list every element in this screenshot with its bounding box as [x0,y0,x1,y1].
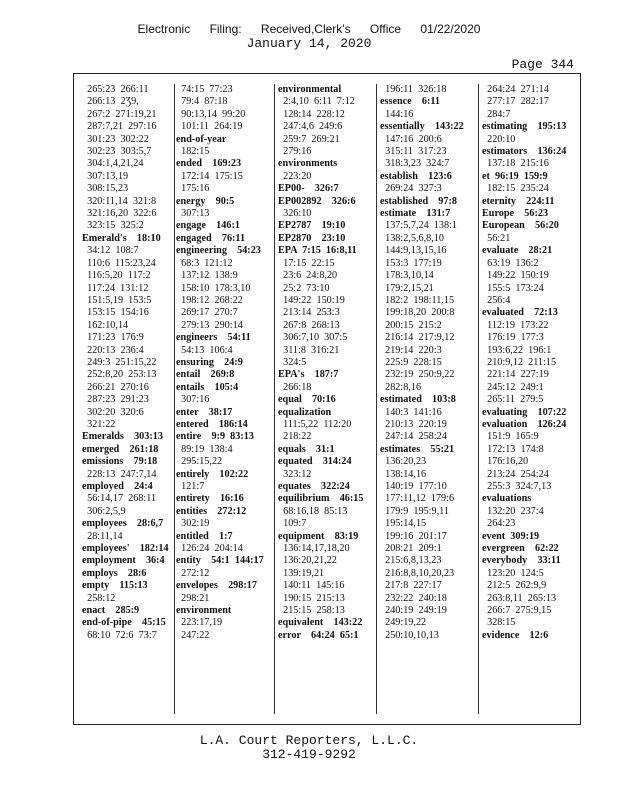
index-entry: 266:18 [278,381,312,393]
index-entry: 176:16,20 [482,456,529,468]
index-entry: 177:11,12 179:6 [380,493,455,505]
index-entry: 295:15,22 [176,456,223,468]
index-entry: essentially 143:22 [380,121,464,133]
index-entry: 140:3 141:16 [380,406,442,418]
index-entry: 179:9 195:9,11 [380,505,449,517]
filing-label-electronic: Electronic [137,22,191,36]
index-entry: 306:2,5,9 [82,505,126,517]
index-entry: 109:7 [278,518,307,530]
index-entry: 287:23 291:23 [82,394,149,406]
index-entry: 259:7 269:21 [278,133,340,145]
index-entry: environmental [278,84,342,95]
index-entry: 151:9 165:9 [482,431,539,443]
index-entry: equilibrium 46:15 [278,493,364,505]
index-entry: 34:12 108:7 [82,245,139,257]
index-entry: 247:14 258:24 [380,431,447,443]
index-entry: employees' 182:14 [82,543,169,555]
index-entry: environment [176,605,232,617]
index-entry: 282:8,16 [380,381,422,393]
index-entry: 136:20,21,22 [278,555,337,567]
index-entry: estimates 55:21 [380,443,455,455]
index-entry: 153:15 154:16 [82,307,149,319]
index-entry: entity 54:1 144:17 [176,555,264,567]
index-entry: end-of-pipe 45:15 [82,617,166,629]
index-entry: 210:9,12 211:15 [482,356,557,368]
index-entry: 155:5 173:24 [482,282,544,294]
index-entry: et 96:19 159:9 [482,170,548,182]
index-entry: 225:9 228:15 [380,356,442,368]
index-entry: 298:21 [176,592,210,604]
index-entry: 196:11 326:18 [380,84,447,95]
index-entry: 307:13 [176,208,210,220]
index-entry: 304:1,4,21,24 [82,158,144,170]
index-entry: 308:15,23 [82,183,129,195]
reporter-phone: 312-419-9292 [262,747,356,762]
index-entry: 68:10 72:6 73:7 [82,629,157,641]
index-entry: ensuring 24:9 [176,356,243,368]
index-entry: 25:2 73:10 [278,282,330,294]
index-entry: 126:24 204:14 [176,543,243,555]
index-entry: 307:16 [176,394,210,406]
index-entry: 217:8 227:17 [380,580,442,592]
index-entry: 266:13 2Ʒ9, [82,96,139,108]
index-entry: 323:15 325:2 [82,220,144,232]
index-entry: 112:19 173:22 [482,319,549,331]
index-entry: 221:14 227:19 [482,369,549,381]
index-entry: 195:14,15 [380,518,427,530]
index-entry: evaluated 72:13 [482,307,558,319]
index-entry: 256:4 [482,294,511,306]
index-entry: 176:19 177:3 [482,332,544,344]
index-entry: 265:23 266:11 [82,84,149,95]
index-entry: 123:20 124:5 [482,567,544,579]
index-entry: emissions 79:18 [82,456,158,468]
filing-label-office: Office [369,22,402,36]
index-entry: 147:16 200:6 [380,133,442,145]
index-entry: 228:13 247:7,14 [82,468,157,480]
index-entry: 220:13 236:4 [82,344,144,356]
index-entry: ended 169:23 [176,158,242,170]
index-entry: 213:24 254:24 [482,468,549,480]
index-entry: 258:12 [82,592,116,604]
index-entry: 151:5,19 153:5 [82,294,152,306]
index-entry: 218:22 [278,431,312,443]
index-entry: 56:14,17 268:11 [82,493,157,505]
index-entry: Emeralds 303:13 [82,431,163,443]
index-entry: essence 6:11 [380,96,440,108]
index-entry: 210:13 220:19 [380,418,447,430]
index-entry: estimate 131:7 [380,208,451,220]
index-entry: EP002892 326:6 [278,195,356,207]
index-entry: 240:19 249:19 [380,605,447,617]
index-entry: 219:14 220:3 [380,344,442,356]
index-entry: 321:16,20 322:6 [82,208,157,220]
index-entry: 213:14 253:3 [278,307,340,319]
index-entry: 128:14 228:12 [278,108,345,120]
index-entry: European 56:20 [482,220,559,232]
index-entry: end-of-year [176,133,227,145]
index-entry: empty 115:13 [82,580,148,592]
index-entry: employed 24:4 [82,481,153,492]
index-entry: 171:23 176:9 [82,332,144,344]
index-entry: 249:19,22 [380,617,427,629]
index-entry: 307:13,19 [82,170,129,182]
index-entry: equalization [278,406,332,418]
index-entry: 269:24 327:3 [380,183,442,195]
index-entry: employees 28:6,7 [82,518,164,530]
index-entry: 311:8 316:21 [278,344,340,356]
index-entry: 215:6,8,13,23 [380,555,442,567]
deposition-date: January 14, 2020 [246,36,372,51]
index-entry: entirety 16:16 [176,493,244,505]
index-entry: 172:13 174:8 [482,443,544,455]
index-entry: 223:20 [278,170,312,182]
index-entry: 74:15 77:23 [176,84,233,95]
index-entry: EPA's 187:7 [278,369,339,381]
index-entry: 306:7,10 307:5 [278,332,348,344]
index-entry: 172:14 175:15 [176,170,243,182]
index-entry: 28:11,14 [82,530,123,542]
index-entry: evaluation 126:24 [482,418,567,430]
index-entry: 255:3 324:7,13 [482,481,552,492]
index-entry: 198:12 268:22 [176,294,243,306]
index-entry: employs 28:6 [82,567,147,579]
index-entry: evaluate 28:21 [482,245,553,257]
word-index-table [73,73,581,725]
index-entry: evaluations [482,493,532,505]
index-entry: entitled 1:7 [176,530,233,542]
index-entry: 68:16,18 85:13 [278,505,348,517]
index-entry: 110:6 115:23,24 [82,257,156,269]
index-entry: evergreen 62:22 [482,543,559,555]
index-entry: 272:12 [176,567,210,579]
index-entry: 182:15 235:24 [482,183,549,195]
index-entry: error 64:24 65:1 [278,629,359,641]
index-entry: 17:15 22:15 [278,257,335,269]
index-entry: 328:15 [482,617,516,629]
index-entry: 266:7 275:9,15 [482,605,552,617]
index-column-3 [278,84,377,714]
index-entry: 315:11 317:23 [380,146,447,158]
index-entry: 23:6 24:8,20 [278,270,338,282]
index-entry: 149:22 150:19 [278,294,345,306]
index-entry: 279:16 [278,146,312,158]
index-entry: 144:9,13,15,16 [380,245,447,257]
index-entry: eternity 224:11 [482,195,555,207]
index-entry: engineering 54:23 [176,245,261,257]
index-entry: 232:19 250:9,22 [380,369,455,381]
index-entry: 193:6,22 196:1 [482,344,552,356]
index-entry: equal 70:16 [278,394,336,406]
index-entry: envelopes 298:17 [176,580,257,592]
index-entry: 324:5 [278,356,307,368]
index-entry: 250:10,10,13 [380,629,439,641]
index-entry: 252:8,20 253:13 [82,369,157,381]
index-entry: established 97:8 [380,195,457,207]
index-column-4 [380,84,479,714]
index-entry: 279:13 290:14 [176,319,243,331]
index-entry: equipment 83:19 [278,530,359,542]
index-entry: 277:17 282:17 [482,96,549,108]
index-column-1 [82,84,175,714]
index-entry: 302:23 303:5,7 [82,146,152,158]
index-entry: 247:22 [176,629,210,641]
index-entry: 136:14,17,18,20 [278,543,350,555]
index-entry: 269:17 270:7 [176,307,238,319]
index-entry: engage 146:1 [176,220,240,232]
index-entry: 132:20 237:4 [482,505,544,517]
reporter-name: L.A. Court Reporters, L.L.C. [199,733,419,748]
index-entry: 144:16 [380,108,414,120]
index-entry: 68:3 121:12 [176,257,233,269]
index-entry: estimators 136:24 [482,146,567,158]
index-entry: 323:12 [278,468,312,480]
index-entry: 199:16 201:17 [380,530,447,542]
index-entry: enact 285:9 [82,605,140,617]
index-entry: 302:20 320:6 [82,406,144,418]
index-entry: 208:21 209:1 [380,543,442,555]
index-entry: 302:19 [176,518,210,530]
index-entry: 190:15 215:13 [278,592,345,604]
index-entry: 182:15 [176,146,210,158]
index-entry: entered 186:14 [176,418,248,430]
index-entry: energy 90:5 [176,195,235,207]
index-entry: 121:7 [176,481,205,492]
index-entry: 264:24 271:14 [482,84,549,95]
index-entry: 158:10 178:3,10 [176,282,251,294]
index-entry: 162:10,14 [82,319,129,331]
index-entry: 215:15 258:13 [278,605,345,617]
index-entry: 320:11,14 321:8 [82,195,157,207]
index-entry: environments [278,158,338,170]
index-entry: estimating 195:13 [482,121,567,133]
index-entry: 117:24 131:12 [82,282,149,294]
index-entry: evidence 12:6 [482,629,549,641]
index-entry: 153:3 177:19 [380,257,442,269]
index-entry: 267:8 268:13 [278,319,340,331]
index-entry: employment 36:4 [82,555,165,567]
index-entry: entire 9:9 83:13 [176,431,254,443]
index-entry: 223:17,19 [176,617,223,629]
index-entry: 111:5,22 112:20 [278,418,352,430]
index-entry: 63:19 136:2 [482,257,539,269]
index-entry: 284:7 [482,108,511,120]
index-entry: 90:13,14 99:20 [176,108,246,120]
index-entry: 175:16 [176,183,210,195]
index-entry: equated 314:24 [278,456,352,468]
index-entry: EP00- 326:7 [278,183,339,195]
index-entry: 2:4,10 6:11 7:12 [278,96,355,108]
index-entry: 178:3,10,14 [380,270,434,282]
index-entry: estimated 103:8 [380,394,456,406]
index-entry: EPA 7:15 16:8,11 [278,245,357,257]
index-entry: 137:18 215:16 [482,158,549,170]
index-entry: establish 123:6 [380,170,452,182]
index-entry: equals 31:1 [278,443,335,455]
index-entry: 216:8,8,10,20,23 [380,567,455,579]
index-entry: Emerald's 18:10 [82,232,161,244]
index-entry: 321:22 [82,418,116,430]
index-entry: 137:12 138:9 [176,270,238,282]
index-entry: 149:22 150:19 [482,270,549,282]
index-entry: everybody 33:11 [482,555,561,567]
index-entry: entities 272:12 [176,505,247,517]
index-entry: 301:23 302:22 [82,133,149,145]
page-number: Page 344 [511,57,574,72]
index-entry: 140:11 145:16 [278,580,345,592]
index-entry: 138:2,5,6,8,10 [380,232,444,244]
filing-date: 01/22/2020 [420,22,481,36]
index-entry: 101:11 264:19 [176,121,243,133]
index-entry: equates 322:24 [278,481,350,492]
index-entry: equivalent 143:22 [278,617,363,629]
index-entry: 326:10 [278,208,312,220]
index-entry: 264:23 [482,518,516,530]
index-entry: 267:2 271:19,21 [82,108,157,120]
index-entry: 116:5,20 117:2 [82,270,151,282]
index-entry: 179:2,15,21 [380,282,434,294]
index-entry: 212:5 262:9,9 [482,580,547,592]
index-entry: 216:14 217:9,12 [380,332,455,344]
index-entry: Europe 56:23 [482,208,549,220]
index-entry: 182:2 198:11,15 [380,294,455,306]
filing-label-filing: Filing: [209,22,242,36]
index-entry: 89:19 138:4 [176,443,233,455]
index-entry: emerged 261:18 [82,443,159,455]
index-entry: 287:7,21 297:16 [82,121,157,133]
index-entry: 245:12 249:1 [482,381,544,393]
index-entry: event 309:19 [482,530,540,542]
index-column-5 [482,84,578,714]
index-entry: 139:19,21 [278,567,325,579]
index-entry: 220:10 [482,133,516,145]
index-entry: entirely 102:22 [176,468,249,480]
index-entry: 140:19 177:10 [380,481,447,492]
index-entry: entail 269:8 [176,369,235,381]
index-entry: entails 105:4 [176,381,239,393]
index-entry: 318:3,23 324:7 [380,158,450,170]
index-entry: 137:5,7,24 138:1 [380,220,457,232]
filing-label-received: Received,Clerk's [260,22,351,36]
index-entry: EP2787 19:10 [278,220,346,232]
index-entry: 266:21 270:16 [82,381,149,393]
index-entry: engineers 54:11 [176,332,251,344]
index-entry: 54:13 106:4 [176,344,233,356]
index-entry: evaluating 107:22 [482,406,567,418]
index-column-2 [176,84,275,714]
index-entry: 138:14,16 [380,468,427,480]
index-entry: EP2870 23:10 [278,232,346,244]
index-entry: 249:3 251:15,22 [82,356,157,368]
index-entry: 200:15 215:2 [380,319,442,331]
index-entry: 79:4 87:18 [176,96,228,108]
index-entry: 232:22 240:18 [380,592,447,604]
index-entry: 136:20,23 [380,456,427,468]
filing-stamp [0,22,618,36]
index-entry: 247:4,6 249:6 [278,121,343,133]
index-entry: 263:8,11 265:13 [482,592,557,604]
index-entry: 199:18,20 200:8 [380,307,455,319]
index-entry: 56:21 [482,232,511,244]
index-entry: engaged 76:11 [176,232,246,244]
index-entry: enter 38:17 [176,406,233,418]
index-entry: 265:11 279:5 [482,394,544,406]
